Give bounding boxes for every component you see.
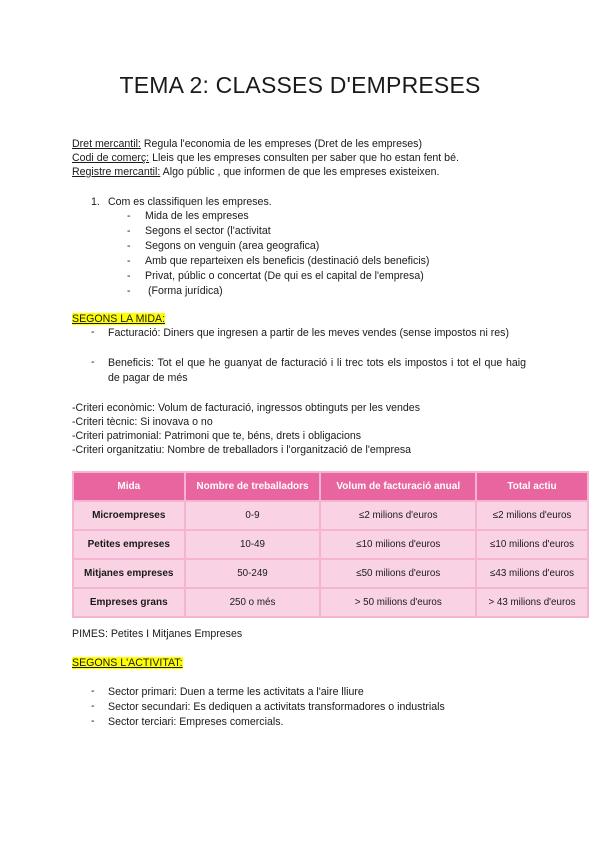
table-cell: ≤2 milions d'euros: [477, 502, 587, 529]
table-cell: Mitjanes empreses: [74, 560, 184, 587]
table-row: [74, 531, 587, 558]
list-item: (Forma jurídica): [145, 285, 223, 297]
table-cell: 10-49: [186, 531, 320, 558]
definition-registre-mercantil: [72, 165, 439, 179]
table-header-cell: Volum de facturació anual: [321, 473, 475, 500]
table-cell: Empreses grans: [74, 589, 184, 616]
list-bullet: -: [127, 285, 131, 297]
table-row: [74, 502, 587, 529]
list-item: Mida de les empreses: [145, 210, 249, 222]
definition-term: Dret mercantil:: [72, 138, 141, 150]
list-item: Privat, públic o concertat (De qui es el capital de l'empresa): [145, 270, 424, 282]
size-classification-table: [72, 471, 589, 618]
numbered-number: 1.: [91, 196, 100, 208]
table-cell: 50-249: [186, 560, 320, 587]
table-cell: 0-9: [186, 502, 320, 529]
list-item: Sector terciari: Empreses comercials.: [108, 716, 284, 728]
table-cell: ≤10 milions d'euros: [477, 531, 587, 558]
list-bullet: -: [91, 356, 95, 368]
section-heading-text: SEGONS L'ACTIVITAT:: [72, 657, 183, 669]
table-cell: ≤43 milions d'euros: [477, 560, 587, 587]
criteri-line: -Criteri econòmic: Volum de facturació, ingressos obtinguts per les vendes: [72, 402, 420, 414]
table-cell: 250 o més: [186, 589, 320, 616]
table-header-row: [74, 473, 587, 500]
table-cell: Petites empreses: [74, 531, 184, 558]
list-bullet: -: [127, 240, 131, 252]
list-item: Facturació: Diners que ingresen a partir de les meves vendes (sense impostos ni res): [108, 327, 509, 339]
list-bullet: -: [127, 270, 131, 282]
table-cell: ≤50 milions d'euros: [321, 560, 475, 587]
list-bullet: -: [127, 210, 131, 222]
list-bullet: -: [91, 326, 95, 338]
criteri-line: -Criteri patrimonial: Patrimoni que te, béns, drets i obligacions: [72, 430, 362, 442]
list-bullet: -: [127, 225, 131, 237]
table-row: [74, 560, 587, 587]
list-item: Segons on venguin (area geografica): [145, 240, 320, 252]
table-cell: > 43 milions d'euros: [477, 589, 587, 616]
section-heading-mida: [72, 312, 165, 326]
list-item: Beneficis: Tot el que he guanyat de facturació i li trec tots els impostos i tot el que haig de pagar de més: [108, 357, 526, 384]
definition-text: Regula l'economia de les empreses (Dret de les empreses): [140, 138, 422, 150]
criteri-line: -Criteri organitzatiu: Nombre de treballadors i l'organització de l'empresa: [72, 444, 412, 456]
definition-term: Registre mercantil:: [72, 166, 161, 178]
list-item: Sector secundari: Es dediquen a activitats transformadores o industrials: [108, 701, 445, 713]
definition-text: Lleis que les empreses consulten per saber que ho estan fent bé.: [149, 152, 459, 164]
definition-dret-mercantil: [72, 137, 422, 151]
page-title: TEMA 2: CLASSES D'EMPRESES: [119, 72, 481, 98]
list-bullet: -: [91, 700, 95, 712]
criteri-line: -Criteri tècnic: Si inovava o no: [72, 416, 213, 428]
table-row: [74, 589, 587, 616]
list-bullet: -: [91, 685, 95, 697]
section-heading-activitat: [72, 656, 183, 670]
list-bullet: -: [91, 715, 95, 727]
table-header-cell: Mida: [74, 473, 184, 500]
definition-codi-comerc: [72, 151, 459, 165]
table-cell: Microempreses: [74, 502, 184, 529]
table-cell: > 50 milions d'euros: [321, 589, 475, 616]
table-header-cell: Nombre de treballadors: [186, 473, 320, 500]
list-item: Amb que reparteixen els beneficis (destinació dels beneficis): [145, 255, 430, 267]
list-bullet: -: [127, 255, 131, 267]
table-cell: ≤2 milions d'euros: [321, 502, 475, 529]
table-header-cell: Total actiu: [477, 473, 587, 500]
section-heading-text: SEGONS LA MIDA:: [72, 313, 166, 325]
pimes-note: PIMES: Petites I Mitjanes Empreses: [72, 628, 243, 640]
list-item: Sector primari: Duen a terme les activitats a l'aire lliure: [108, 686, 364, 698]
list-item: Segons el sector (l'activitat: [145, 225, 271, 237]
definition-term: Codi de comerç:: [72, 152, 150, 164]
numbered-text: Com es classifiquen les empreses.: [108, 196, 272, 208]
definition-text: Algo públic , que informen de que les empreses existeixen.: [160, 166, 440, 178]
table-cell: ≤10 milions d'euros: [321, 531, 475, 558]
